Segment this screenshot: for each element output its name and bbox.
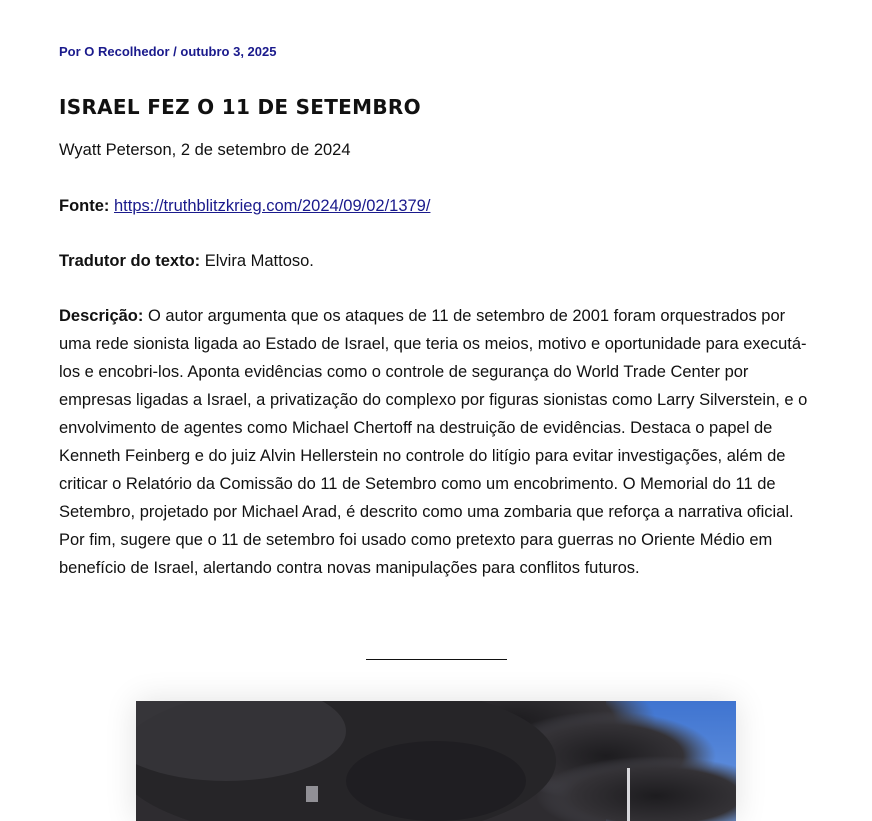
translator-label: Tradutor do texto: <box>59 252 201 270</box>
article-title: ISRAEL FEZ O 11 DE SETEMBRO <box>59 95 421 119</box>
meta-separator: / <box>169 44 181 59</box>
date-link[interactable]: outubro 3, 2025 <box>180 44 277 59</box>
author-link[interactable]: O Recolhedor <box>84 44 170 59</box>
description-text: O autor argumenta que os ataques de 11 de setembro de 2001 foram orquestrados por uma rede sionista ligada ao Estado de Israel, que teria os meios, motivo e oportunidade para executá-los e encobri-los. Aponta evidências como o controle de segurança do World Trade Center por empresas ligadas a Israel, a privatização do complexo por figuras sionistas como Larry Silverstein, e o envolvimento de agentes como Michael Chertoff na destruição de evidências. Destaca o papel de Kenneth Feinberg e do juiz Alvin Hellerstein no controle do litígio para evitar investigações, além de criticar o Relatório da Comissão do 11 de Setembro como um encobrimento. O Memorial do 11 de Setembro, projetado por Michael Arad, é descrito como uma zombaria que reforça a narrativa oficial. Por fim, sugere que o 11 de setembro foi usado como pretexto para guerras no Oriente Médio em benefício de Israel, alertando contra novas manipulações para conflitos futuros. <box>59 307 808 577</box>
smoke-photo <box>136 701 736 821</box>
featured-image[interactable] <box>136 701 736 821</box>
source-line <box>59 192 430 220</box>
description-label: Descrição: <box>59 307 144 325</box>
source-label: Fonte: <box>59 197 110 215</box>
byline: Wyatt Peterson, 2 de setembro de 2024 <box>59 141 351 159</box>
translator-name: Elvira Mattoso. <box>200 252 314 270</box>
source-link[interactable]: https://truthblitzkrieg.com/2024/09/02/1379/ <box>114 197 431 215</box>
description-paragraph <box>59 302 819 582</box>
section-divider <box>366 659 507 660</box>
author-prefix: Por <box>59 44 85 59</box>
translator-line <box>59 247 314 275</box>
post-meta <box>59 44 276 59</box>
